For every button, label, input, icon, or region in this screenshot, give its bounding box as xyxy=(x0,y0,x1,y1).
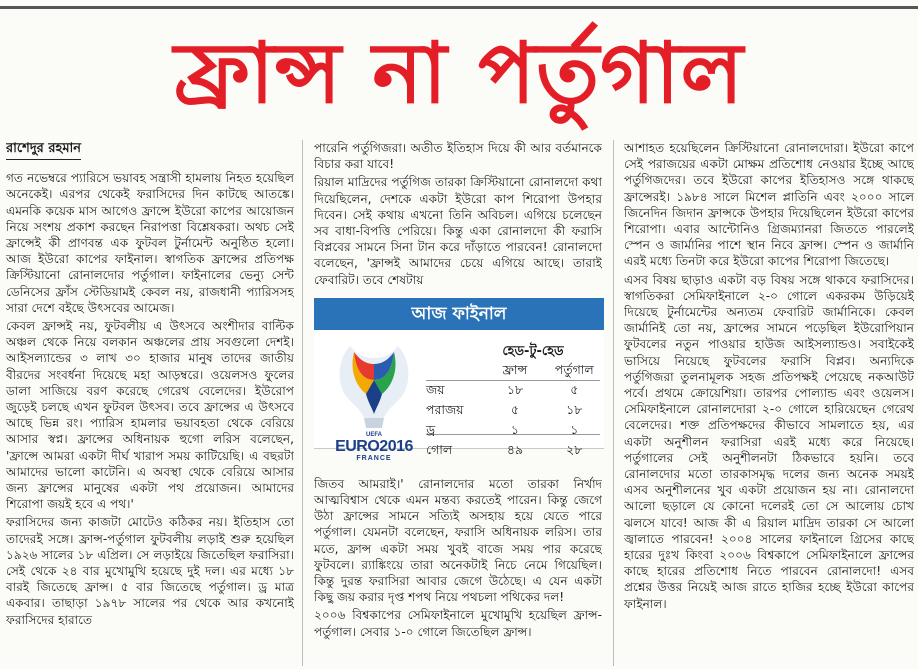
trophy-icon xyxy=(320,338,428,434)
article-column-1 xyxy=(6,140,294,668)
row-value-portugal: ১৮ xyxy=(566,402,583,417)
headline: ফ্রান্স না পর্তুগাল xyxy=(173,24,745,122)
table-header-row xyxy=(426,362,604,382)
row-value-portugal: ২৮ xyxy=(566,442,583,457)
table-header-france: ফ্রান্স xyxy=(502,362,528,377)
logo-uefa: UEFA xyxy=(365,432,382,438)
head-to-head-table xyxy=(426,362,604,462)
paragraph: আশাহত হয়েছিলেন ক্রিস্টিয়ানো রোনালদোরা। ইউরো কাপে সেই পরাজয়ের একটা মোক্ষম প্রতিশোধ নেওয়ার ইচ্ছে আছে পর্তুগিজদের। তবে ইউরো কাপের ইতিহাসও সঙ্গে থাকছে ফ্রান্সেরই। ১৯৮৪ সালে মিশেল প্লাতিনি এবং ২০০০ সালে জিনেদিন জিদান ফ্রান্সকে উপহার দিয়েছিলেন ইউরো কাপের শিরোপা। এবার আন্টোনিও গ্রিজম্যানরা জিততে পারলেই স্পেন ও জার্মানির পাশে স্থান নিবে ফ্রান্স। স্পেন ও জার্মানি এরই মধ্যে তিনটা করে ইউরো কাপের শিরোপা জিতেছে। xyxy=(624,141,914,269)
paragraph: ফরাসিদের জন্য কাজটা মোটেও কঠিকর নয়। ইতিহাস তো তাদেরই সঙ্গে। ফ্রান্স-পর্তুগাল ফুটবলীয় লড়াই শুরু হয়েছিল ১৯২৬ সালের ১৮ এপ্রিল। সে লড়াইয়ে জিতেছিল ফরাসিরা। সেই থেকে ২৪ বার মুখোমুখি হয়েছে দুই দল। এর মধ্যে ১৮ বারই জিতেছে ফ্রান্স। ৫ বার জিতেছে পর্তুগাল। ড্র মাত্র একবার। তাছাড়া ১৯৭৮ সালের পর থেকে আর কখনোই ফরাসিদের হারাতে xyxy=(6,515,294,627)
row-value-portugal: ৫ xyxy=(570,382,579,397)
paragraph: ২০০৬ বিশ্বকাপের সেমিফাইনালে মুখোমুখি হয়েছিল ফ্রান্স-পর্তুগাল। সেবার ১-০ গোলে জিতেছিল ফ্রান্স। xyxy=(314,608,602,639)
row-value-france: ১ xyxy=(510,422,520,437)
logo-france: FRANCE xyxy=(356,455,392,462)
logo-wordmark xyxy=(320,432,428,463)
table-row xyxy=(426,442,604,462)
row-label: গোল xyxy=(426,442,453,457)
paragraph: জিতব আমরাই।' রোনালদোর মতো তারকা নির্খাদ আত্মবিশ্বাস থেকে এমন মন্তব্য করতেই পারেন। কিন্তু জেগে উঠা ফ্রান্সের সামনে সত্যিই অসহায় হয়ে যেতে পারে পর্তুগাল। যেমনটা বলেছেন, ফরাসি অধিনায়ক লরিস। তার মতে, ফ্রান্স একটা সময় খুবই বাজে সময় পার করেছে ফুটবলে। র‍্যাঙ্কিংয়ে তারা অনেকটাই নিচে নেমে গিয়েছিল। কিন্তু দুরন্ত ফরাসিরা আবার জেগে উঠেছে। এ যেন একটা কিছু জয় করার দৃপ্ত শপথ নিয়ে পথচলা পথিকের দল! xyxy=(314,476,602,605)
article-column-3 xyxy=(624,140,914,668)
logo-euro: EURO2016 xyxy=(335,438,413,455)
table-row xyxy=(426,402,604,422)
row-label: ড্র xyxy=(426,422,436,437)
column-divider xyxy=(613,140,614,666)
row-label: জয় xyxy=(426,382,445,397)
final-infobox xyxy=(314,298,604,462)
top-rule xyxy=(0,6,918,9)
paragraph: এসব বিষয় ছাড়াও একটা বড় বিষয় সঙ্গে থাকবে ফরাসিদের। স্বাগতিকরা সেমিফাইনালে ২-০ গোলে একরকম উড়িয়েই দিয়েছে টুর্নামেন্টের অন্যতম ফেবারিট জার্মানিকে। কেবল জার্মানিই তো নয়, ফ্রান্সের সামনে পড়েছিল ইউরোপিয়ান ফুটবলের নতুন পাওয়ার হাউজ আইসল্যান্ডও। সবাইকেই ভাসিয়ে নিয়েছে ফুটবলের ফরাসি বিপ্লব। অন্যদিকে পর্তুগিজরা তুলনামূলক সহজ প্রতিপক্ষই পেয়েছে নকআউট পর্বে। প্রথমে ক্রোয়েশিয়া। তারপর পোল্যান্ড এবং ওয়েলস। সেমিফাইনালে রোনালদোরা ২-০ গোলে হারিয়েছেন গেরেথ বেলেদের। শক্ত প্রতিপক্ষদের কীভাবে সামলাতে হয়, এর একটা অনুশীলন ফরাসিরা এরই মধ্যে করে নিয়েছে। পর্তুগালের সেই অনুশীলনটা ঠিকভাবে হয়নি। তবে রোনালদোর মতো তারকাসমৃদ্ধ দলের জন্য অনেক সময়ই এসব অনুশীলনের খুব একটা প্রয়োজন হয় না। রোনালদো আলো ছড়ালে যে কোনো দলেরই তো সে আলোয় চোখ ঝলসে যাবে! আজ কী এ রিয়াল মাদ্রিদ তারকা সে আলো জ্বালাতে পারবেন! ২০০৪ সালের ফাইনালে গ্রিসের কাছে হারের দুঃখ কিংবা ২০০৬ বিশ্বকাপে সেমিফাইনালে ফ্রান্সের কাছে হারের প্রতিশোধ নিতে পারবেন রোনালদো! এসব প্রশ্নের উত্তর নিয়েই আজ রাতে হাজির হচ্ছে ইউরো কাপের ফাইনাল। xyxy=(624,272,914,611)
infobox-title: আজ ফাইনাল xyxy=(314,298,604,330)
head-to-head-title: হেড-টু-হেড xyxy=(502,344,564,359)
row-value-portugal: ১ xyxy=(570,422,579,437)
column-divider xyxy=(302,140,303,666)
row-value-france: ৪৯ xyxy=(506,442,524,457)
table-row xyxy=(426,422,604,442)
row-label: পরাজয় xyxy=(426,402,464,417)
row-value-france: ৫ xyxy=(510,402,520,417)
table-header-portugal: পর্তুগাল xyxy=(554,362,594,377)
row-value-france: ১৮ xyxy=(506,382,524,397)
euro2016-logo xyxy=(320,338,428,462)
paragraph: পারেনি পর্তুগিজরা। অতীত ইতিহাস দিয়ে কী আর বর্তমানকে বিচার করা যাবে! xyxy=(314,141,602,172)
byline: রাশেদুর রহমান xyxy=(6,141,81,160)
paragraph: গত নভেম্বরে প্যারিসে ভয়াবহ সন্ত্রাসী হামলায় নিহত হয়েছিল অনেকেই। এরপর থেকেই ফরাসিদের দিন কাটছে আতঙ্কে। এমনকি কয়েক মাস আগেও ফ্রান্সে ইউরো কাপের আয়োজন নিয়ে সংশয় প্রকাশ করছেন নিরাপত্তা বিশ্লেষকরা। অথচ সেই ফ্রান্সেই কী প্রাণবন্ত এক ফুটবল টুর্নামেন্ট অনুষ্ঠিত হলো। আজ ইউরো কাপের ফাইনাল। স্বাগতিক ফ্রান্সের প্রতিপক্ষ ক্রিস্টিয়ানো রোনালদোর পর্তুগাল। ফাইনালের ভেন্যু সেন্ট ডেনিসের ফ্রাঁস স্টেডিয়ামই কেবল নয়, রাজধানী প্যারিসসহ সারা দেশে বইছে উৎসবের আমেজ। xyxy=(6,171,294,315)
paragraph: রিয়াল মাদ্রিদের পর্তুগিজ তারকা ক্রিস্টিয়ানো রোনালদো কথা দিয়েছিলেন, দেশকে একটা ইউরো কাপ শিরোপা উপহার দিবেন। সেই কথায় এখনো তিনি অবিচল। এগিয়ে চলেছেন সব বাধা-বিপত্তি পেরিয়ে। কিন্তু একা রোনালদো কী ফরাসি বিপ্লবের সামনে সিনা টান করে দাঁড়াতে পারবেন! রোনালদো বলেছেন, 'ফ্রান্সই আমাদের চেয়ে এগিয়ে আছে। তারাই ফেবারিট। তবে শেষটায় xyxy=(314,175,602,287)
table-row xyxy=(426,382,604,402)
paragraph: কেবল ফ্রান্সই নয়, ফুটবলীয় এ উৎসবে অংশীদার বাল্টিক অঞ্চল থেকে নিয়ে বলকান অঞ্চলের প্রায় সবগুলো দেশই। আইসল্যান্ডের ৩ লাখ ৩০ হাজার মানুষ তাদের জাতীয় বীরদের সংবর্ধনা দিয়েছে মহা আড়ম্বরে। ওয়েলসও ফুলের ডালা সাজিয়ে বরণ করেছে গেরেথ বেলেদের। ইউরোপ জুড়েই চলছে এখন ফুটবল উৎসব। তবে ফ্রান্সের এ উৎসবে আছে ভিন্ন রং। প্যারিস হামলার ভয়াবহতা থেকে বেরিয়ে আসার স্বপ্ন। ফ্রান্সের অধিনায়ক হুগো লরিস বলেছেন, 'ফ্রান্সে আমরা একটা দীর্ঘ খারাপ সময় কাটিয়েছি। এ বছরটা আমাদের ভালো কাটেনি। এ অবস্থা থেকে বেরিয়ে আসার জন্য ফ্রান্সের মানুষের একটা পথ প্রয়োজন। আমাদের শিরোপা জয়ই হবে এ পথ।' xyxy=(6,319,294,512)
table-header-blank xyxy=(426,362,485,382)
